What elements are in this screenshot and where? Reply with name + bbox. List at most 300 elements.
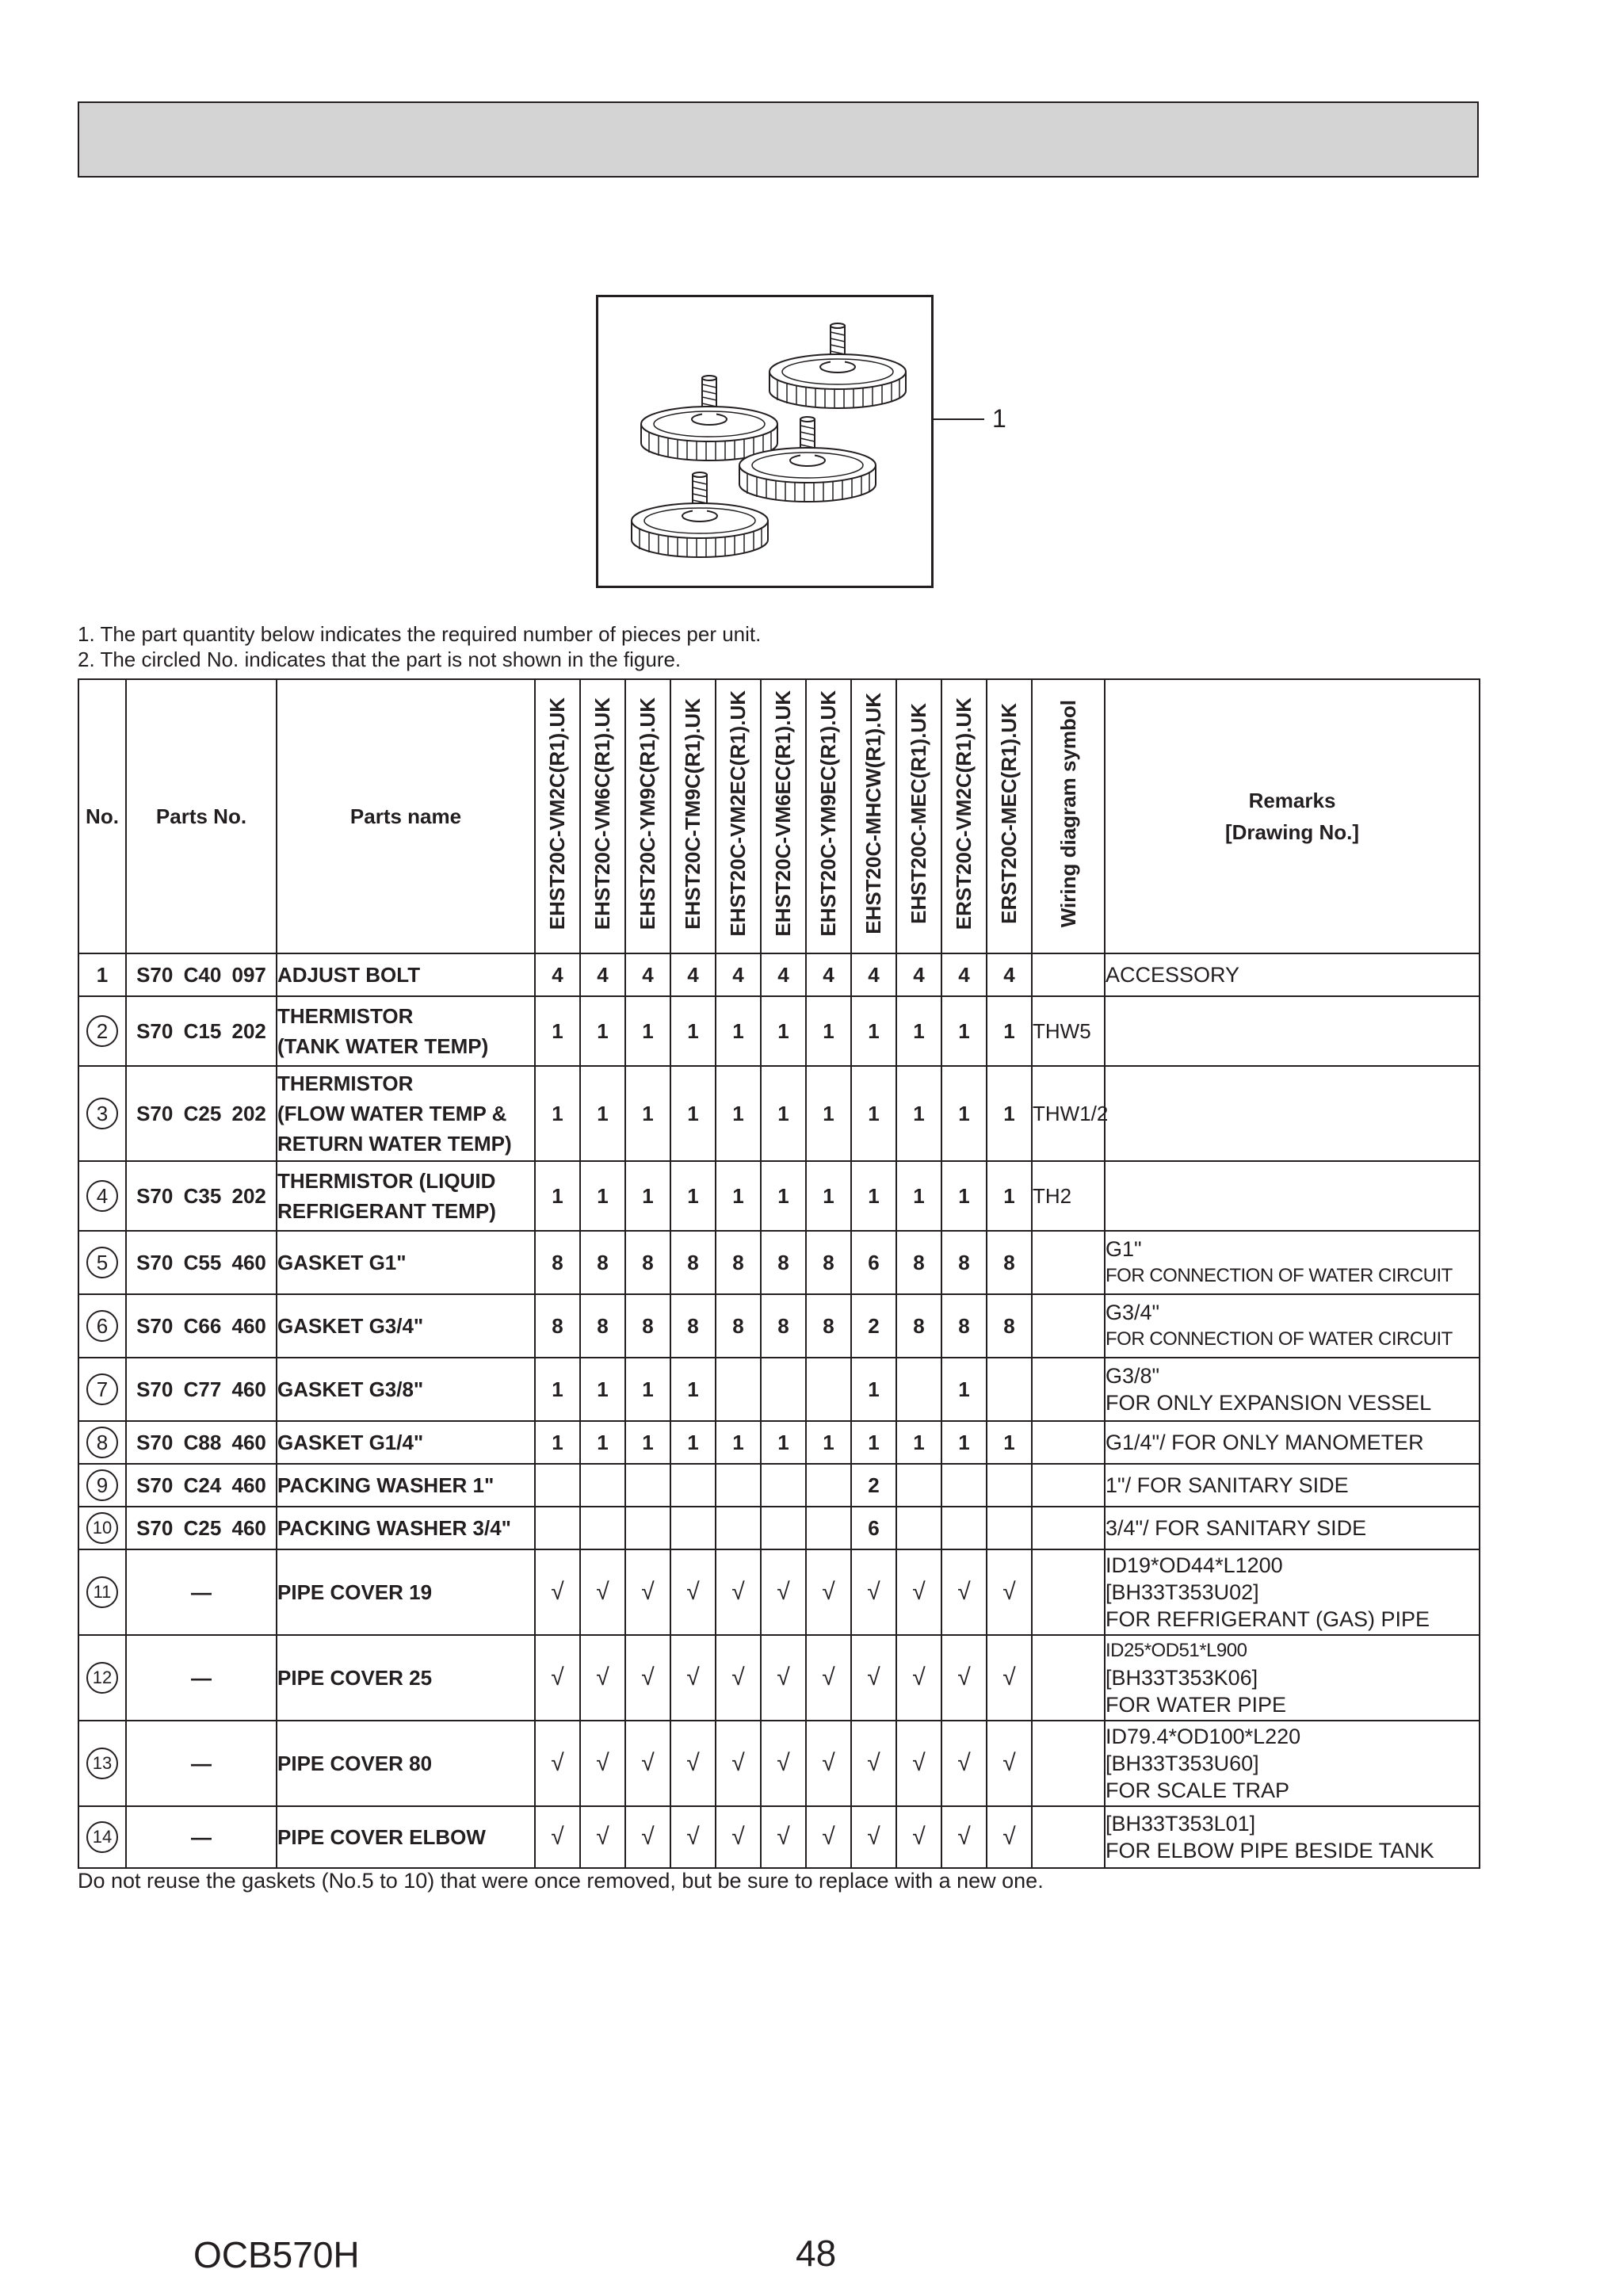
remarks-line: [BH33T353U02]	[1106, 1580, 1259, 1604]
table-row	[78, 1161, 1480, 1231]
drawing-no-header-label: [Drawing No.]	[1225, 820, 1359, 844]
quantity-cell: 8	[806, 1294, 851, 1358]
remarks-line: G1"	[1106, 1237, 1142, 1261]
parts-number: S70 C25 460	[126, 1507, 277, 1549]
quantity-cell: √	[625, 1635, 670, 1721]
quantity-cell: 4	[851, 953, 896, 996]
model-name: EHST20C-VM6C(R1).UK	[590, 697, 614, 930]
quantity-cell: √	[670, 1549, 716, 1635]
parts-name-line: REFRIGERANT TEMP)	[277, 1199, 496, 1223]
parts-number: S70 C77 460	[126, 1358, 277, 1421]
quantity-cell: 1	[761, 1161, 806, 1231]
wiring-symbol	[1032, 953, 1105, 996]
quantity-cell: √	[851, 1806, 896, 1868]
header-row	[78, 679, 1480, 953]
parts-name-line: GASKET G1"	[277, 1251, 407, 1274]
quantity-cell: √	[987, 1635, 1032, 1721]
remarks	[1105, 1358, 1480, 1421]
wiring-symbol: THW5	[1032, 996, 1105, 1066]
adjust-bolt-illustration	[598, 297, 931, 586]
col-header-model	[716, 679, 761, 953]
quantity-cell: 1	[851, 1358, 896, 1421]
quantity-cell: 6	[851, 1507, 896, 1549]
quantity-cell	[535, 1464, 580, 1507]
row-number-value: 1	[96, 962, 109, 987]
parts-number: S70 C40 097	[126, 953, 277, 996]
wiring-symbol	[1032, 1358, 1105, 1421]
model-name: EHST20C-VM2C(R1).UK	[545, 697, 569, 930]
quantity-cell: 1	[941, 1358, 987, 1421]
remarks-line: G3/8"	[1106, 1364, 1160, 1388]
quantity-cell: √	[625, 1806, 670, 1868]
quantity-cell: √	[625, 1549, 670, 1635]
quantity-cell: √	[761, 1721, 806, 1806]
quantity-cell: 8	[761, 1231, 806, 1294]
remarks	[1105, 953, 1480, 996]
quantity-cell: 2	[851, 1294, 896, 1358]
quantity-cell: 4	[806, 953, 851, 996]
parts-name-line: PIPE COVER ELBOW	[277, 1825, 486, 1849]
quantity-cell: 1	[761, 1421, 806, 1464]
parts-name	[277, 953, 535, 996]
parts-name-line: RETURN WATER TEMP)	[277, 1132, 512, 1156]
wiring-symbol	[1032, 1806, 1105, 1868]
row-number	[78, 1507, 126, 1549]
quantity-cell: 8	[580, 1294, 625, 1358]
quantity-cell	[941, 1464, 987, 1507]
quantity-cell: √	[941, 1635, 987, 1721]
quantity-cell	[625, 1507, 670, 1549]
quantity-cell	[716, 1464, 761, 1507]
quantity-cell: 1	[625, 996, 670, 1066]
circled-number: 4	[86, 1180, 118, 1212]
quantity-cell: 1	[580, 996, 625, 1066]
model-name: ERST20C-VM2C(R1).UK	[952, 697, 976, 930]
quantity-cell: 1	[580, 1161, 625, 1231]
parts-name	[277, 1421, 535, 1464]
parts-name	[277, 1806, 535, 1868]
quantity-cell: 8	[716, 1294, 761, 1358]
quantity-cell: √	[580, 1806, 625, 1868]
quantity-cell: 1	[670, 1421, 716, 1464]
circled-number: 11	[86, 1576, 118, 1608]
wiring-symbol: TH2	[1032, 1161, 1105, 1231]
wiring-symbol	[1032, 1721, 1105, 1806]
quantity-cell: √	[716, 1549, 761, 1635]
quantity-cell: 1	[535, 1161, 580, 1231]
quantity-cell	[761, 1358, 806, 1421]
parts-name-line: PIPE COVER 80	[277, 1752, 433, 1775]
quantity-cell	[580, 1507, 625, 1549]
quantity-cell: 1	[941, 996, 987, 1066]
remarks-line: G1/4"/ FOR ONLY MANOMETER	[1106, 1431, 1424, 1454]
remarks-header-label: Remarks	[1248, 789, 1336, 812]
quantity-cell: √	[535, 1635, 580, 1721]
quantity-cell: 8	[535, 1294, 580, 1358]
quantity-cell	[941, 1507, 987, 1549]
quantity-cell	[670, 1507, 716, 1549]
parts-name	[277, 1464, 535, 1507]
quantity-cell: 1	[761, 1066, 806, 1161]
remarks-line: ID79.4*OD100*L220	[1106, 1725, 1301, 1748]
parts-name-line: PIPE COVER 19	[277, 1580, 433, 1604]
circled-number: 8	[86, 1427, 118, 1458]
quantity-cell	[761, 1464, 806, 1507]
quantity-cell: 4	[761, 953, 806, 996]
table-row	[78, 1721, 1480, 1806]
quantity-cell: 8	[987, 1231, 1032, 1294]
col-header-model	[535, 679, 580, 953]
parts-name-line: (FLOW WATER TEMP &	[277, 1102, 507, 1125]
remarks	[1105, 1507, 1480, 1549]
quantity-cell: 8	[625, 1294, 670, 1358]
row-number	[78, 953, 126, 996]
parts-number: S70 C25 202	[126, 1066, 277, 1161]
quantity-cell: 1	[806, 1066, 851, 1161]
parts-name-line: (TANK WATER TEMP)	[277, 1034, 489, 1058]
wiring-symbol	[1032, 1421, 1105, 1464]
circled-number: 13	[86, 1748, 118, 1779]
parts-table	[78, 678, 1480, 1869]
quantity-cell: 1	[580, 1358, 625, 1421]
col-header-parts-no: Parts No.	[126, 679, 277, 953]
row-number	[78, 1294, 126, 1358]
quantity-cell: 6	[851, 1231, 896, 1294]
table-row	[78, 1507, 1480, 1549]
remarks-line: 1"/ FOR SANITARY SIDE	[1106, 1473, 1349, 1497]
row-number	[78, 1806, 126, 1868]
quantity-cell	[535, 1507, 580, 1549]
table-row	[78, 1294, 1480, 1358]
note-2: 2. The circled No. indicates that the part is not shown in the figure.	[78, 648, 682, 671]
circled-number: 12	[86, 1662, 118, 1694]
parts-name-line: GASKET G1/4"	[277, 1431, 424, 1454]
col-header-model	[987, 679, 1032, 953]
quantity-cell: 1	[535, 996, 580, 1066]
quantity-cell: √	[806, 1635, 851, 1721]
quantity-cell: 8	[941, 1231, 987, 1294]
quantity-cell: √	[896, 1635, 941, 1721]
col-header-model	[670, 679, 716, 953]
row-number	[78, 1231, 126, 1294]
row-number	[78, 1549, 126, 1635]
quantity-cell: 8	[670, 1231, 716, 1294]
model-name: EHST20C-TM9C(R1).UK	[681, 697, 705, 930]
parts-table-body	[78, 953, 1480, 1868]
callout-leader-line	[934, 418, 984, 420]
quantity-cell: 4	[580, 953, 625, 996]
wiring-symbol	[1032, 1294, 1105, 1358]
remarks-line: FOR REFRIGERANT (GAS) PIPE	[1106, 1607, 1430, 1631]
quantity-cell: 1	[806, 1421, 851, 1464]
quantity-cell: √	[761, 1635, 806, 1721]
wiring-header-label: Wiring diagram symbol	[1056, 699, 1080, 928]
parts-name	[277, 1294, 535, 1358]
row-number	[78, 1464, 126, 1507]
quantity-cell: √	[716, 1635, 761, 1721]
col-header-model	[625, 679, 670, 953]
parts-number: —	[126, 1806, 277, 1868]
remarks-line: ID19*OD44*L1200	[1106, 1553, 1283, 1577]
quantity-cell: 1	[670, 1358, 716, 1421]
remarks-line: ACCESSORY	[1106, 963, 1240, 987]
model-name: EHST20C-YM9EC(R1).UK	[816, 690, 840, 937]
parts-name-line: PACKING WASHER 3/4"	[277, 1516, 512, 1540]
table-row	[78, 1231, 1480, 1294]
notes	[78, 621, 761, 672]
quantity-cell: √	[625, 1721, 670, 1806]
quantity-cell: 4	[716, 953, 761, 996]
model-name: ERST20C-MEC(R1).UK	[997, 703, 1021, 924]
circled-number: 3	[86, 1098, 118, 1129]
col-header-model	[851, 679, 896, 953]
quantity-cell	[670, 1464, 716, 1507]
quantity-cell: 1	[761, 996, 806, 1066]
quantity-cell	[987, 1464, 1032, 1507]
remarks	[1105, 1294, 1480, 1358]
quantity-cell: √	[535, 1721, 580, 1806]
row-number	[78, 1066, 126, 1161]
remarks-line: FOR ELBOW PIPE BESIDE TANK	[1106, 1839, 1434, 1862]
wiring-symbol: THW1/2	[1032, 1066, 1105, 1161]
remarks	[1105, 1421, 1480, 1464]
remarks	[1105, 1464, 1480, 1507]
quantity-cell: 4	[535, 953, 580, 996]
parts-number: S70 C88 460	[126, 1421, 277, 1464]
row-number	[78, 1635, 126, 1721]
remarks	[1105, 1161, 1480, 1231]
quantity-cell: 4	[896, 953, 941, 996]
quantity-cell: 8	[625, 1231, 670, 1294]
quantity-cell: √	[806, 1721, 851, 1806]
parts-name-line: GASKET G3/4"	[277, 1314, 424, 1338]
parts-name-line: THERMISTOR	[277, 1004, 414, 1028]
quantity-cell	[806, 1507, 851, 1549]
quantity-cell: 8	[761, 1294, 806, 1358]
quantity-cell: 1	[896, 1421, 941, 1464]
circled-number: 6	[86, 1310, 118, 1342]
model-name: EHST20C-YM9C(R1).UK	[636, 697, 659, 930]
remarks-line: FOR SCALE TRAP	[1106, 1778, 1290, 1802]
quantity-cell: 1	[896, 1161, 941, 1231]
note-1: 1. The part quantity below indicates the required number of pieces per unit.	[78, 622, 762, 646]
remarks-line: [BH33T353U60]	[1106, 1752, 1259, 1775]
model-name: EHST20C-VM6EC(R1).UK	[771, 690, 795, 937]
parts-number: S70 C35 202	[126, 1161, 277, 1231]
table-row	[78, 1066, 1480, 1161]
wiring-symbol	[1032, 1549, 1105, 1635]
quantity-cell: 1	[625, 1421, 670, 1464]
quantity-cell: √	[941, 1549, 987, 1635]
parts-number: S70 C15 202	[126, 996, 277, 1066]
parts-number: S70 C66 460	[126, 1294, 277, 1358]
col-header-remarks	[1105, 679, 1480, 953]
quantity-cell: 1	[851, 1066, 896, 1161]
quantity-cell: 1	[535, 1066, 580, 1161]
quantity-cell: √	[896, 1721, 941, 1806]
quantity-cell: 1	[896, 1066, 941, 1161]
circled-number: 10	[86, 1512, 118, 1544]
quantity-cell: 1	[625, 1066, 670, 1161]
model-name: EHST20C-MEC(R1).UK	[907, 703, 930, 924]
wiring-symbol	[1032, 1635, 1105, 1721]
quantity-cell: √	[535, 1806, 580, 1868]
remarks	[1105, 1066, 1480, 1161]
quantity-cell: 2	[851, 1464, 896, 1507]
quantity-cell: 1	[941, 1066, 987, 1161]
quantity-cell: √	[670, 1635, 716, 1721]
quantity-cell: √	[941, 1806, 987, 1868]
circled-number: 2	[86, 1015, 118, 1047]
parts-name	[277, 1358, 535, 1421]
quantity-cell: √	[987, 1549, 1032, 1635]
remarks	[1105, 1806, 1480, 1868]
quantity-cell: 1	[670, 1161, 716, 1231]
quantity-cell: √	[580, 1721, 625, 1806]
quantity-cell: √	[806, 1549, 851, 1635]
row-number	[78, 1421, 126, 1464]
table-row	[78, 1635, 1480, 1721]
quantity-cell: √	[896, 1806, 941, 1868]
quantity-cell: √	[761, 1549, 806, 1635]
col-header-model	[761, 679, 806, 953]
col-header-no: No.	[78, 679, 126, 953]
quantity-cell: 4	[670, 953, 716, 996]
circled-number: 9	[86, 1469, 118, 1501]
wiring-symbol	[1032, 1464, 1105, 1507]
circled-number: 7	[86, 1373, 118, 1405]
quantity-cell: 1	[716, 1161, 761, 1231]
quantity-cell: 8	[535, 1231, 580, 1294]
quantity-cell: 1	[851, 1421, 896, 1464]
parts-name	[277, 996, 535, 1066]
quantity-cell: √	[580, 1635, 625, 1721]
parts-name	[277, 1161, 535, 1231]
remarks-line: [BH33T353L01]	[1106, 1812, 1256, 1836]
col-header-model	[896, 679, 941, 953]
quantity-cell	[761, 1507, 806, 1549]
parts-number: S70 C24 460	[126, 1464, 277, 1507]
wiring-symbol	[1032, 1507, 1105, 1549]
quantity-cell: 1	[987, 1066, 1032, 1161]
row-number	[78, 1721, 126, 1806]
parts-number: —	[126, 1549, 277, 1635]
quantity-cell: √	[716, 1721, 761, 1806]
col-header-model	[806, 679, 851, 953]
quantity-cell	[580, 1464, 625, 1507]
remarks-line: FOR ONLY EXPANSION VESSEL	[1106, 1391, 1432, 1415]
col-header-model	[941, 679, 987, 953]
quantity-cell	[716, 1358, 761, 1421]
quantity-cell	[716, 1507, 761, 1549]
table-row	[78, 1358, 1480, 1421]
remarks	[1105, 1231, 1480, 1294]
quantity-cell: √	[941, 1721, 987, 1806]
quantity-cell: 1	[535, 1421, 580, 1464]
parts-number: —	[126, 1635, 277, 1721]
model-name: EHST20C-MHCW(R1).UK	[861, 693, 885, 934]
section-title-bar	[78, 101, 1479, 178]
quantity-cell: 1	[670, 996, 716, 1066]
remarks	[1105, 1721, 1480, 1806]
parts-name-line: PACKING WASHER 1"	[277, 1473, 495, 1497]
callout-number: 1	[992, 404, 1006, 433]
quantity-cell: 1	[716, 1066, 761, 1161]
quantity-cell: 8	[896, 1294, 941, 1358]
parts-name-line: THERMISTOR (LIQUID	[277, 1169, 496, 1193]
quantity-cell: 1	[670, 1066, 716, 1161]
table-row	[78, 953, 1480, 996]
quantity-cell: 8	[670, 1294, 716, 1358]
quantity-cell	[625, 1464, 670, 1507]
parts-name-line: GASKET G3/8"	[277, 1377, 424, 1401]
quantity-cell	[896, 1464, 941, 1507]
quantity-cell: 4	[625, 953, 670, 996]
circled-number: 14	[86, 1821, 118, 1853]
col-header-model	[580, 679, 625, 953]
quantity-cell: 1	[851, 1161, 896, 1231]
remarks-line: 3/4"/ FOR SANITARY SIDE	[1106, 1516, 1367, 1540]
parts-name	[277, 1507, 535, 1549]
table-row	[78, 996, 1480, 1066]
gasket-footnote: Do not reuse the gaskets (No.5 to 10) that were once removed, but be sure to replace with a new one.	[78, 1869, 1044, 1893]
quantity-cell: 8	[806, 1231, 851, 1294]
quantity-cell	[896, 1507, 941, 1549]
circled-number: 5	[86, 1247, 118, 1278]
quantity-cell: √	[716, 1806, 761, 1868]
row-number	[78, 996, 126, 1066]
table-row	[78, 1421, 1480, 1464]
wiring-symbol	[1032, 1231, 1105, 1294]
quantity-cell: √	[896, 1549, 941, 1635]
quantity-cell: 8	[580, 1231, 625, 1294]
quantity-cell	[806, 1464, 851, 1507]
quantity-cell	[896, 1358, 941, 1421]
quantity-cell: √	[670, 1806, 716, 1868]
parts-number: —	[126, 1721, 277, 1806]
parts-name	[277, 1721, 535, 1806]
quantity-cell: 8	[896, 1231, 941, 1294]
quantity-cell: 1	[851, 996, 896, 1066]
quantity-cell: √	[987, 1806, 1032, 1868]
parts-name-line: PIPE COVER 25	[277, 1666, 433, 1690]
parts-name-line: ADJUST BOLT	[277, 963, 421, 987]
remarks-line: ID25*OD51*L900	[1106, 1640, 1247, 1661]
parts-number: S70 C55 460	[126, 1231, 277, 1294]
quantity-cell: √	[987, 1721, 1032, 1806]
quantity-cell: 1	[580, 1066, 625, 1161]
quantity-cell: √	[806, 1806, 851, 1868]
parts-name	[277, 1066, 535, 1161]
quantity-cell: √	[580, 1549, 625, 1635]
quantity-cell: √	[851, 1721, 896, 1806]
quantity-cell: 8	[941, 1294, 987, 1358]
quantity-cell: 1	[941, 1421, 987, 1464]
table-row	[78, 1549, 1480, 1635]
col-header-wiring	[1032, 679, 1105, 953]
quantity-cell: 8	[716, 1231, 761, 1294]
quantity-cell: 1	[625, 1161, 670, 1231]
quantity-cell: 8	[987, 1294, 1032, 1358]
remarks-line: [BH33T353K06]	[1106, 1666, 1258, 1690]
remarks-line: G3/4"	[1106, 1301, 1160, 1324]
remarks	[1105, 1635, 1480, 1721]
quantity-cell: 1	[806, 996, 851, 1066]
quantity-cell: √	[851, 1549, 896, 1635]
quantity-cell: √	[535, 1549, 580, 1635]
row-number	[78, 1358, 126, 1421]
quantity-cell: 4	[941, 953, 987, 996]
